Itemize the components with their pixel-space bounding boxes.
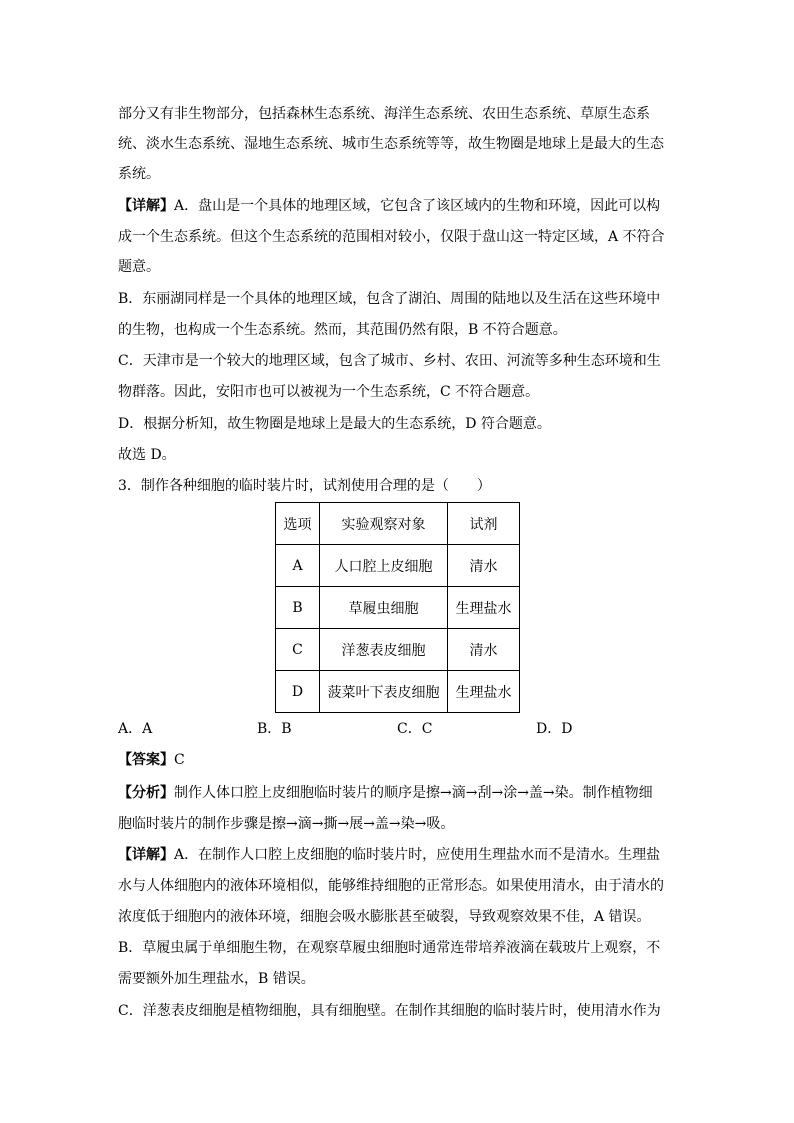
answer-tag: 【答案】 (118, 752, 174, 768)
detail-line: 浓度低于细胞内的液体环境，细胞会吸水膨胀甚至破裂，导致观察效果不佳，A 错误。 (118, 909, 651, 925)
analysis-text: 制作人体口腔上皮细胞临时装片的顺序是擦→滴→刮→涂→盖→染。制作植物细 (174, 785, 653, 801)
question-stem: 3．制作各种细胞的临时装片时，试剂使用合理的是（ ） (118, 478, 491, 494)
answer-line (118, 750, 185, 770)
detail-line: 物群落。因此，安阳市也可以被视为一个生态系统，C 不符合题意。 (118, 384, 540, 400)
detail-line: 需要额外加生理盐水，B 错误。 (118, 971, 315, 987)
conclusion: 故选 D。 (118, 447, 176, 463)
detail-tag: 【详解】 (118, 847, 174, 863)
analysis-line (118, 783, 653, 803)
table-cell: B (276, 587, 320, 629)
table-row (276, 629, 520, 671)
detail-line: 的生物，也构成一个生态系统。然而，其范围仍然有限，B 不符合题意。 (118, 322, 567, 338)
table-cell: 生理盐水 (448, 671, 520, 713)
detail-line (118, 196, 660, 216)
table-cell: C (276, 629, 320, 671)
table-row (276, 671, 520, 713)
detail-tag: 【详解】 (118, 198, 174, 214)
table-row (276, 545, 520, 587)
table-header: 实验观察对象 (320, 503, 448, 545)
paragraph-line: 统、淡水生态系统、湿地生态系统、城市生态系统等等，故生物圈是地球上是最大的生态 (118, 136, 664, 152)
option-c: C．C (397, 721, 433, 737)
option-a: A．A (118, 721, 153, 737)
paragraph-line: 系统。 (118, 166, 160, 182)
analysis-line: 胞临时装片的制作步骤是擦→滴→撕→展→盖→染→吸。 (118, 816, 455, 832)
table-cell: 洋葱表皮细胞 (320, 629, 448, 671)
analysis-tag: 【分析】 (118, 785, 174, 801)
detail-line: B．东丽湖同样是一个具体的地理区域，包含了湖泊、周围的陆地以及生活在这些环境中 (118, 291, 661, 307)
reagent-table (275, 502, 520, 713)
detail-line: 成一个生态系统。但这个生态系统的范围相对较小，仅限于盘山这一特定区域，A 不符合 (118, 229, 665, 245)
option-d: D．D (536, 721, 573, 737)
paragraph-line: 部分又有非生物部分，包括森林生态系统、海洋生态系统、农田生态系统、草原生态系 (118, 106, 650, 122)
table-cell: 生理盐水 (448, 587, 520, 629)
table-header-row (276, 503, 520, 545)
detail-line: 题意。 (118, 259, 160, 275)
table-header: 试剂 (448, 503, 520, 545)
detail-line: B．草履虫属于单细胞生物，在观察草履虫细胞时通常连带培养液滴在载玻片上观察，不 (118, 940, 661, 956)
table-cell: 草履虫细胞 (320, 587, 448, 629)
table-header: 选项 (276, 503, 320, 545)
table-row (276, 587, 520, 629)
table-cell: 人口腔上皮细胞 (320, 545, 448, 587)
table-cell: 清水 (448, 545, 520, 587)
detail-line: D．根据分析知，故生物圈是地球上是最大的生态系统，D 符合题意。 (118, 416, 551, 432)
detail-line: C．天津市是一个较大的地理区域，包含了城市、乡村、农田、河流等多种生态环境和生 (118, 353, 661, 369)
detail-line (118, 845, 660, 865)
detail-text: A．在制作人口腔上皮细胞的临时装片时，应使用生理盐水而不是清水。生理盐 (174, 847, 661, 863)
table-cell: D (276, 671, 320, 713)
table-cell: 菠菜叶下表皮细胞 (320, 671, 448, 713)
answer-value: C (174, 752, 185, 768)
detail-line: C．洋葱表皮细胞是植物细胞，具有细胞壁。在制作其细胞的临时装片时，使用清水作为 (118, 1003, 661, 1019)
detail-line: 水与人体细胞内的液体环境相似，能够维持细胞的正常形态。如果使用清水，由于清水的 (118, 878, 664, 894)
table-cell: A (276, 545, 320, 587)
option-b: B．B (257, 721, 292, 737)
detail-text: A．盘山是一个具体的地理区域，它包含了该区域内的生物和环境，因此可以构 (174, 198, 661, 214)
table-cell: 清水 (448, 629, 520, 671)
